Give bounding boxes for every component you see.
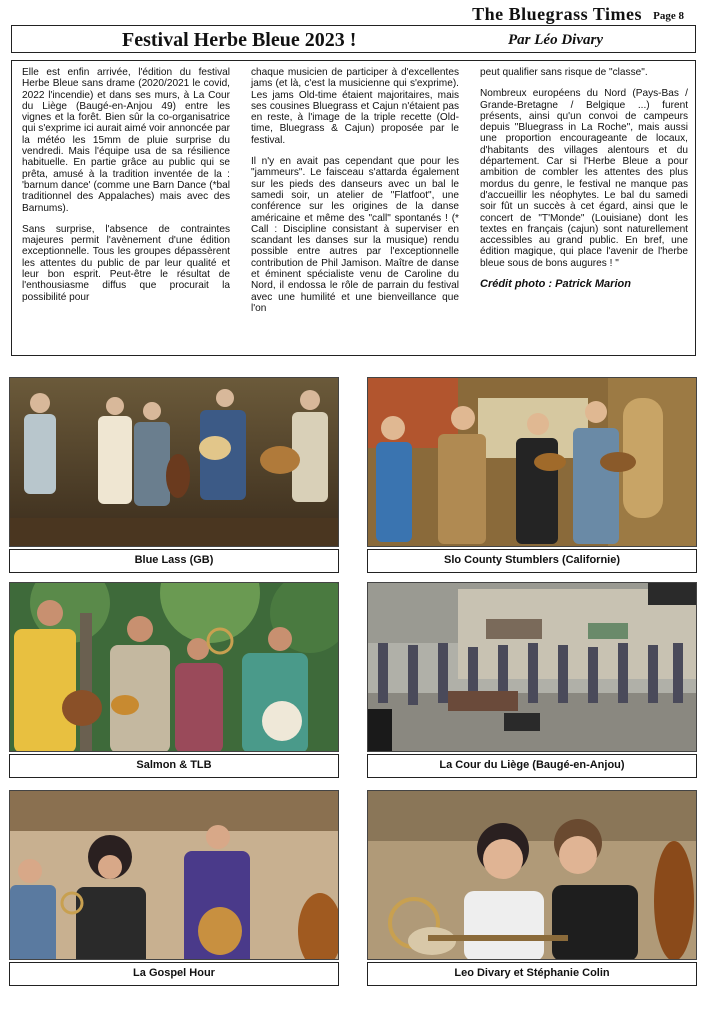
photo-icon xyxy=(367,377,697,547)
article-column-2 xyxy=(251,67,459,324)
photo-icon xyxy=(9,582,339,752)
photo-caption: La Cour du Liège (Baugé-en-Anjou) xyxy=(367,754,697,778)
photo-caption: Leo Divary et Stéphanie Colin xyxy=(367,962,697,986)
photo-credit: Crédit photo : Patrick Marion xyxy=(480,278,631,291)
article-paragraph: Elle est enfin arrivée, l'édition du festival Herbe Bleue sans drame (2020/2021 le covid, 2022 l'incendie) et dans ses murs, à La Cour du Liège (Baugé-en-Anjou 49) entre les vignes et la forêt. Bien sûr la co-organisatrice qui s'exprime ici aurait aimé voir annoncée par la météo les 15mm de pluie surprise du vendredi. Mais l'équipe usa de sa résilience habituelle. En partie grâce au public qui se prêta, amusé à la tradition inventée de la : 'barnum dance' (comme une Barn Dance (*bal traditionnel des Appalaches) mais avec des Barnums). xyxy=(22,67,230,214)
photo-caption: Slo County Stumblers (Californie) xyxy=(367,549,697,573)
article-column-1 xyxy=(22,67,230,313)
photo-icon xyxy=(9,790,339,960)
newspaper-name: The Bluegrass Times xyxy=(472,4,642,24)
article-paragraph: Sans surprise, l'absence de contraintes majeures permit l'avènement d'une édition exceptionnelle. Tous les groupes dépassèrent les attentes du public de par leur qualité et leur bon esprit. Peut-être le résultat de l'enthousiasme diffus que procurait la possibilité pour xyxy=(22,223,230,303)
masthead xyxy=(440,4,700,24)
article-author: Par Léo Divary xyxy=(508,32,603,48)
photo-icon xyxy=(367,582,697,752)
article-body xyxy=(11,60,696,356)
photo-caption: Salmon & TLB xyxy=(9,754,339,778)
article-paragraph: chaque musicien de participer à d'excellentes jams (et là, c'est la musicienne qui s'exprime). Les jams Old-time étaient majoritaires, mais ses cousines Bluegrass et Cajun n'étaient pas en reste, à l'image de la triple recette (Old-time, Bluegrass & Cajun) proposée par le festival. xyxy=(251,67,459,146)
photo-caption: La Gospel Hour xyxy=(9,962,339,986)
page-number: Page 8 xyxy=(653,10,684,22)
article-paragraph: peut qualifier sans risque de "classe". xyxy=(480,67,648,78)
article-title: Festival Herbe Bleue 2023 ! xyxy=(122,29,357,51)
photo-icon xyxy=(9,377,339,547)
article-title-bar xyxy=(11,25,696,53)
article-paragraph: Il n'y en avait pas cependant que pour les "jammeurs". Le faisceau s'attarda également sur les pieds des danseurs avec un bal le samedi soir, un atelier de "Flatfoot", une conférence sur les origines de la danse américaine et même des "call" spontanés ! (* Call : Discipline consistant à superviser en scandant les danses sur la musique) rendu possible entre autres par l'exceptionnelle contribution de Phil Jamison. Maître de danse et éminent spécialiste venu de Caroline du Nord, il endossa le rôle de parrain du festival avec une humilité et une bienveillance que l'on xyxy=(251,156,459,314)
photo-caption: Blue Lass (GB) xyxy=(9,549,339,573)
photo-icon xyxy=(367,790,697,960)
article-column-3 xyxy=(480,67,688,300)
article-paragraph: Nombreux européens du Nord (Pays-Bas / Grande-Bretagne / Belgique ...) furent présents, ainsi qu'un convoi de campeurs depuis "Bluegrass in La Roche", mais aussi une proportion encourageante de locaux, d'habitants des villages alentours et du département. Car si l'Herbe Bleue a pour ambition de combler les attentes des plus mordus du genre, le festival ne manque pas d'accueillir les néophytes. Le bal du samedi soir fût un succès à cet égard, ainsi que le concert de "T'Monde" (Louisiane) dont les textes en français (cajun) sont naturellement accessibles au grand public. En bref, une édition magique, qui place l'avenir de l'herbe bleue sous de bons augures ! " xyxy=(480,88,688,269)
